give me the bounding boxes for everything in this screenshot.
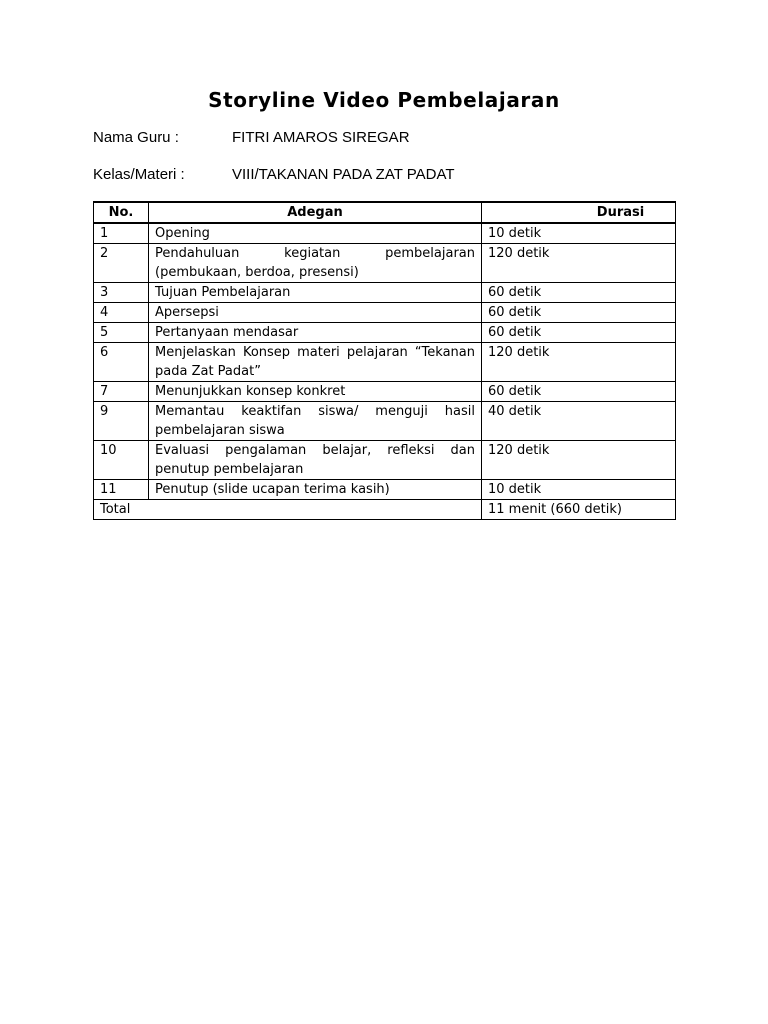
row-durasi: 40 detik: [482, 402, 676, 441]
row-no: 4: [94, 303, 149, 323]
row-adegan: Evaluasi pengalaman belajar, refleksi dan penutup pembelajaran: [149, 441, 482, 480]
total-value: 11 menit (660 detik): [482, 500, 676, 520]
table-row: [94, 441, 676, 480]
row-durasi: 120 detik: [482, 244, 676, 283]
row-no: 5: [94, 323, 149, 343]
row-adegan: Opening: [149, 223, 482, 244]
table-row: [94, 223, 676, 244]
table-row: [94, 402, 676, 441]
guru-label: Nama Guru :: [93, 129, 179, 146]
kelas-label: Kelas/Materi :: [93, 166, 185, 183]
row-durasi: 120 detik: [482, 343, 676, 382]
row-no: 2: [94, 244, 149, 283]
row-adegan: Tujuan Pembelajaran: [149, 283, 482, 303]
row-no: 10: [94, 441, 149, 480]
total-row: [94, 500, 676, 520]
row-adegan: Menunjukkan konsep konkret: [149, 382, 482, 402]
guru-value: FITRI AMAROS SIREGAR: [232, 129, 410, 146]
row-no: 7: [94, 382, 149, 402]
row-adegan: Menjelaskan Konsep materi pelajaran “Tekanan pada Zat Padat”: [149, 343, 482, 382]
table-row: [94, 382, 676, 402]
row-durasi: 120 detik: [482, 441, 676, 480]
row-no: 1: [94, 223, 149, 244]
total-label: Total: [94, 500, 482, 520]
row-no: 3: [94, 283, 149, 303]
table-row: [94, 323, 676, 343]
table-row: [94, 244, 676, 283]
kelas-value: VIII/TAKANAN PADA ZAT PADAT: [232, 166, 455, 183]
row-durasi: 60 detik: [482, 283, 676, 303]
row-durasi: 60 detik: [482, 382, 676, 402]
document-title: Storyline Video Pembelajaran: [208, 88, 560, 112]
header-adegan: Adegan: [149, 202, 482, 223]
table-row: [94, 283, 676, 303]
row-no: 9: [94, 402, 149, 441]
table-row: [94, 303, 676, 323]
table-row: [94, 343, 676, 382]
row-durasi: 60 detik: [482, 323, 676, 343]
row-durasi: 10 detik: [482, 223, 676, 244]
row-adegan: Memantau keaktifan siswa/ menguji hasil pembelajaran siswa: [149, 402, 482, 441]
row-adegan: Pendahuluan kegiatan pembelajaran (pembukaan, berdoa, presensi): [149, 244, 482, 283]
storyline-table: [93, 201, 676, 520]
row-durasi: 60 detik: [482, 303, 676, 323]
table-row: [94, 480, 676, 500]
row-no: 6: [94, 343, 149, 382]
table-header-row: [94, 202, 676, 223]
header-no: No.: [94, 202, 149, 223]
row-adegan: Apersepsi: [149, 303, 482, 323]
row-adegan: Pertanyaan mendasar: [149, 323, 482, 343]
row-no: 11: [94, 480, 149, 500]
header-durasi: Durasi: [482, 202, 676, 223]
row-adegan: Penutup (slide ucapan terima kasih): [149, 480, 482, 500]
row-durasi: 10 detik: [482, 480, 676, 500]
